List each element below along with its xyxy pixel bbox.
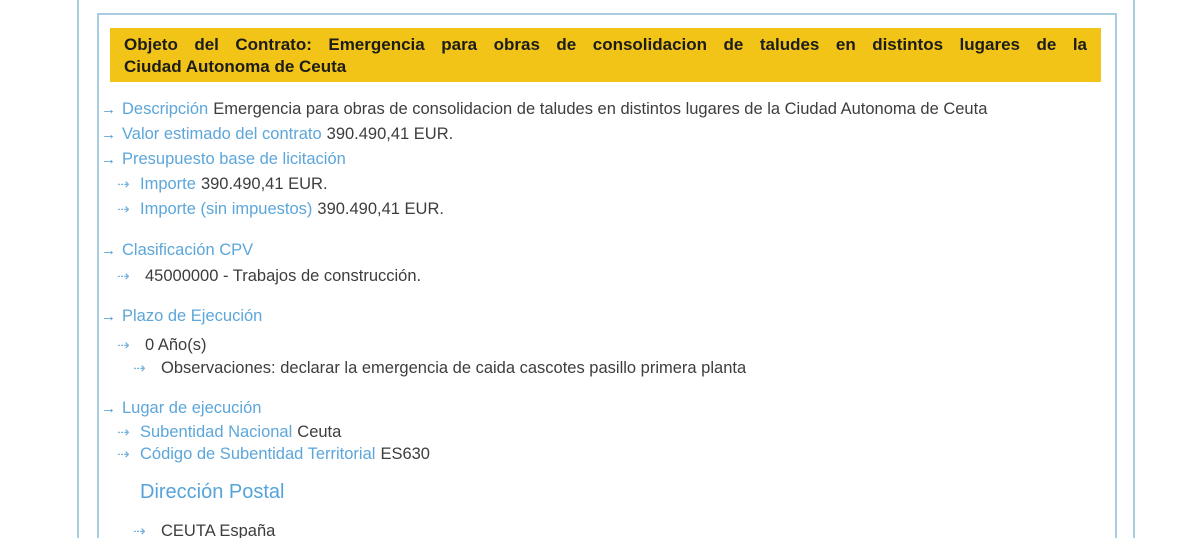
field-value: Ceuta [297,423,342,441]
outer-border-left [77,0,79,538]
arrow-right-icon: → [101,126,116,143]
field-label: Lugar de ejecución [122,399,262,417]
arrow-dashed-icon: ⇢ [133,523,146,538]
field-postal-city-country [99,521,1111,538]
arrow-right-icon: → [101,151,116,168]
field-value: 45000000 - Trabajos de construcción. [145,267,422,285]
arrow-dashed-icon: ⇢ [117,446,130,463]
field-label: Descripción [122,100,209,118]
outer-border-right [1133,0,1135,538]
field-value: Emergencia para obras de consolidacion de taludes en distintos lugares de la Ciudad Autonoma de Ceuta [213,100,988,118]
field-observaciones [99,358,1111,379]
field-label: Importe (sin impuestos) [140,200,313,218]
arrow-right-icon: → [101,308,116,325]
contract-detail-panel [97,13,1117,538]
field-clasificacion-cpv [99,240,1111,261]
field-value: 390.490,41 EUR. [326,125,454,143]
field-descripcion [99,99,1111,120]
field-subentidad-nacional [99,422,1111,443]
arrow-dashed-icon: ⇢ [117,337,130,354]
arrow-dashed-icon: ⇢ [117,268,130,285]
field-label: Subentidad Nacional [140,423,293,441]
field-importe-sin-impuestos [99,199,1111,220]
arrow-right-icon: → [101,400,116,417]
arrow-dashed-icon: ⇢ [117,201,130,218]
field-importe [99,174,1111,195]
field-presupuesto-base [99,149,1111,170]
field-value: Observaciones: declarar la emergencia de caida cascotes pasillo primera planta [161,359,747,377]
postal-address-heading: Dirección Postal [140,481,285,503]
field-cpv-code [99,266,1111,287]
field-label: Importe [140,175,196,193]
field-value: 0 Año(s) [145,336,207,354]
field-valor-estimado [99,124,1111,145]
field-label: Valor estimado del contrato [122,125,322,143]
contract-object-banner [110,28,1101,82]
field-plazo-ejecucion [99,306,1111,327]
arrow-dashed-icon: ⇢ [117,176,130,193]
field-value: CEUTA España [161,522,276,538]
field-label: Presupuesto base de licitación [122,150,346,168]
field-codigo-subentidad [99,444,1111,465]
banner-title-line2: Ciudad Autonoma de Ceuta [124,57,347,76]
field-lugar-ejecucion [99,398,1111,419]
field-value: 390.490,41 EUR. [317,200,444,218]
field-label: Código de Subentidad Territorial [140,445,376,463]
field-label: Clasificación CPV [122,241,254,259]
field-label: Plazo de Ejecución [122,307,263,325]
arrow-dashed-icon: ⇢ [117,424,130,441]
arrow-right-icon: → [101,242,116,259]
arrow-dashed-icon: ⇢ [133,360,146,377]
arrow-right-icon: → [101,101,116,118]
banner-title-line1: Objeto del Contrato: Emergencia para obras de consolidacion de taludes en distintos lugares de la [124,35,1087,54]
field-value: ES630 [380,445,430,463]
field-plazo-anos [99,335,1111,356]
field-value: 390.490,41 EUR. [200,175,328,193]
